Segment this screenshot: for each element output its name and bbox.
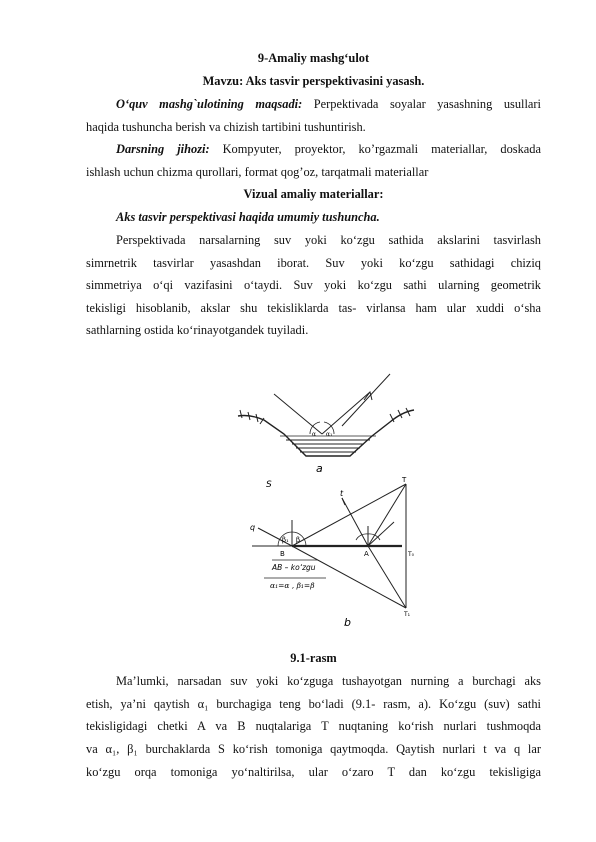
figure-label-alpha1: α₁ xyxy=(326,431,333,438)
goal-line-1 xyxy=(86,96,541,112)
figure-label-A: A xyxy=(364,550,369,558)
reflection-figure xyxy=(230,370,420,640)
equipment-label: Darsning jihozi: xyxy=(116,142,210,156)
paragraph1-line: sathlarning ostida ko‘rinayotgandek tuyiladi. xyxy=(86,323,309,337)
figure-label-a: a xyxy=(316,462,323,475)
paragraph1-line: simmetriya o‘qi vazifasini o‘taydi. Suv yoki ko‘zgu sathi ularning geometrik xyxy=(86,278,541,292)
equipment-line-1 xyxy=(86,141,541,157)
paragraph1-line: tekisligi hisoblanib, akslar shu tekisliklarda tas- virlansa ham ular xuddi o‘sha xyxy=(86,301,541,315)
equipment-line-2: ishlash uchun chizma qurollari, format qog’oz, tarqatmali materiallar xyxy=(86,165,429,179)
paragraph2-line: etish, ya’ni qaytish α₁ burchagiga teng bo‘ladi (9.1- rasm, a). Ko‘zgu (suv) sathi xyxy=(86,697,541,711)
section-subheading: Aks tasvir perspektivasi haqida umumiy tushuncha. xyxy=(116,210,380,224)
figure-label-t: t xyxy=(340,489,344,498)
goal-label: O‘quv mashg`ulotining maqsadi: xyxy=(116,97,303,111)
figure-caption-line2: α₁=α , β₁=β xyxy=(270,581,315,590)
reflection-diagram xyxy=(230,370,420,640)
figure-label-beta1: β₁ xyxy=(282,536,289,544)
topic-line: Mavzu: Aks tasvir perspektivasini yasash. xyxy=(202,74,425,88)
paragraph1-line: Perspektivada narsalarning suv yoki ko‘zgu sathida akslarini tasvirlash xyxy=(116,233,541,247)
figure-caption-line1: AB – ko‘zgu xyxy=(272,563,316,572)
figure-label-b: b xyxy=(344,616,351,629)
figure-label-S: S xyxy=(266,480,272,490)
figure-label-T0: T₀ xyxy=(408,551,415,558)
figure-label-alpha: α xyxy=(312,431,317,438)
figure-label-q: q xyxy=(250,523,256,532)
visual-heading: Vizual amaliy materiallar: xyxy=(243,187,384,201)
page-title: 9-Amaliy mashg‘ulot xyxy=(257,51,370,65)
paragraph2-line: Ma’lumki, narsadan suv yoki ko‘zguga tushayotgan nurning a burchagi aks xyxy=(116,674,541,688)
equipment-text-1: Kompyuter, proyektor, ko’rgazmali materiallar, doskada xyxy=(209,142,541,156)
figure-label-beta: β xyxy=(296,536,301,544)
figure-label-T1: T₁ xyxy=(404,611,411,618)
paragraph2-line: ko‘zgu orqa tomoniga yo‘naltirilsa, ular o‘zaro T dan ko‘zgu tekisligiga xyxy=(86,765,541,779)
paragraph1-line: simrnetrik tasvirlar yasashdan iborat. Suv yoki ko‘zgu sathidagi chiziq xyxy=(86,256,541,270)
paragraph2-line: va α₁, β₁ burchaklarda S ko‘rish tomoniga qaytmoqda. Qaytish nurlari t va q lar xyxy=(86,742,541,756)
paragraph2-line: tekisligidagi chetki A va B nuqtalariga T nuqtaning ko‘rish nurlari tushmoqda xyxy=(86,719,541,733)
figure-label-B: B xyxy=(280,550,285,558)
goal-text-1: Perpektivada soyalar yasashning usullari xyxy=(302,97,541,111)
goal-line-2: haqida tushuncha berish va chizish tartibini tushuntirish. xyxy=(86,120,366,134)
figure-label-T: T xyxy=(402,476,407,484)
figure-caption: 9.1-rasm xyxy=(290,651,337,665)
